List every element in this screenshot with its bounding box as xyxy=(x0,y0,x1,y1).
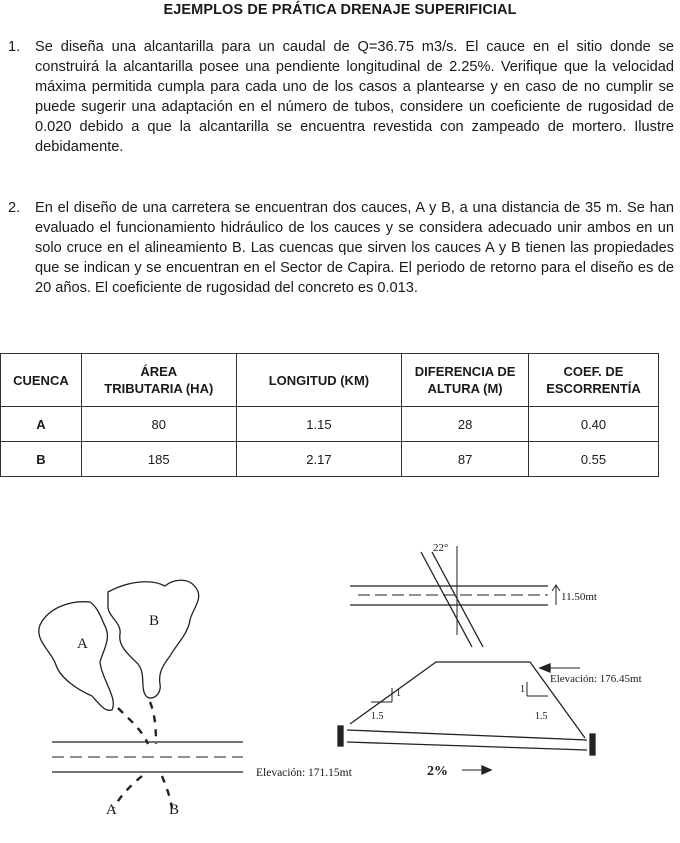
problem-2-number: 2. xyxy=(8,200,21,216)
slope-left-v: 1 xyxy=(396,688,401,699)
culvert-pipe xyxy=(347,730,587,740)
header-coef: COEF. DE ESCORRENTÍA xyxy=(529,354,659,407)
cell-cuenca: B xyxy=(1,442,82,477)
drainage-figure xyxy=(0,530,680,843)
header-diferencia: DIFERENCIA DE ALTURA (M) xyxy=(402,354,529,407)
slope-left-h: 1.5 xyxy=(371,711,384,722)
elev-top-label: Elevación: 176.45mt xyxy=(550,673,642,685)
grade-label: 2% xyxy=(427,764,448,779)
elev-bottom-label: Elevación: 171.15mt xyxy=(256,767,352,779)
basin-b-outline xyxy=(108,580,199,698)
header-cuenca: CUENCA xyxy=(1,354,82,407)
problem-2-text: En el diseño de una carretera se encuentran dos cauces, A y B, a una distancia de 35 m. Se han evaluado el funcionamiento hidráulico de los cauces y se considera adecuado unir ambos en un solo cruce en el alineamiento B. Las cuencas que sirven los cauces A y B tienen las propiedades que se indican y se encuentran en el Sector de Capira. El periodo de retorno para el diseño es de 20 años. El coeficiente de rugosidad del concreto es 0.013. xyxy=(35,200,674,296)
slope-right-h: 1.5 xyxy=(535,711,548,722)
table-row xyxy=(1,407,659,442)
cell-longitud: 1.15 xyxy=(236,407,401,442)
label-stream-b: B xyxy=(169,802,180,818)
problem-2 xyxy=(8,198,674,298)
problem-1-text: Se diseña una alcantarilla para un caudal de Q=36.75 m3/s. El cauce en el sitio donde se construirá la alcantarilla posee una pendiente longitudinal de 2.25%. Verifique que la velocidad máxima permitida cumpla para cada uno de los casos a plantearse y en caso de no cumplir se puede sugerir una adaptación en el número de tubos, considere un coeficiente de rugosidad de 0.020 debido a que la alcantarilla se encuentra revestida con zampeado de mortero. Ilustre debidamente. xyxy=(35,39,674,155)
cell-area: 185 xyxy=(81,442,236,477)
cell-diferencia: 28 xyxy=(402,407,529,442)
culvert-line xyxy=(421,552,472,647)
cell-area: 80 xyxy=(81,407,236,442)
culvert-pipe xyxy=(347,742,587,750)
angle-label: 22° xyxy=(433,542,449,554)
document-title: EJEMPLOS DE PRÁTICA DRENAJE SUPERIFICIAL xyxy=(163,2,517,18)
cell-coef: 0.55 xyxy=(529,442,659,477)
label-basin-b: B xyxy=(149,613,160,629)
header-area: ÁREA TRIBUTARIA (HA) xyxy=(81,354,236,407)
basin-table xyxy=(0,353,659,477)
headwall-left xyxy=(338,726,343,746)
cell-cuenca: A xyxy=(1,407,82,442)
table-row xyxy=(1,442,659,477)
stream-a-path xyxy=(118,708,148,744)
basin-a-outline xyxy=(39,602,114,711)
cell-diferencia: 87 xyxy=(402,442,529,477)
basin-sketch xyxy=(39,580,243,808)
problem-1-number: 1. xyxy=(8,39,21,55)
stream-a-continuation xyxy=(114,776,142,808)
label-stream-a: A xyxy=(106,802,117,818)
width-label: 11.50mt xyxy=(561,591,597,603)
problem-1 xyxy=(8,37,674,157)
stream-b-path xyxy=(150,702,156,744)
cell-coef: 0.40 xyxy=(529,407,659,442)
label-basin-a: A xyxy=(77,636,88,652)
plan-view xyxy=(350,546,560,647)
headwall-right xyxy=(590,734,595,755)
cell-longitud: 2.17 xyxy=(236,442,401,477)
table-header-row xyxy=(1,354,659,407)
header-longitud: LONGITUD (KM) xyxy=(236,354,401,407)
slope-right-v: 1 xyxy=(520,684,525,695)
